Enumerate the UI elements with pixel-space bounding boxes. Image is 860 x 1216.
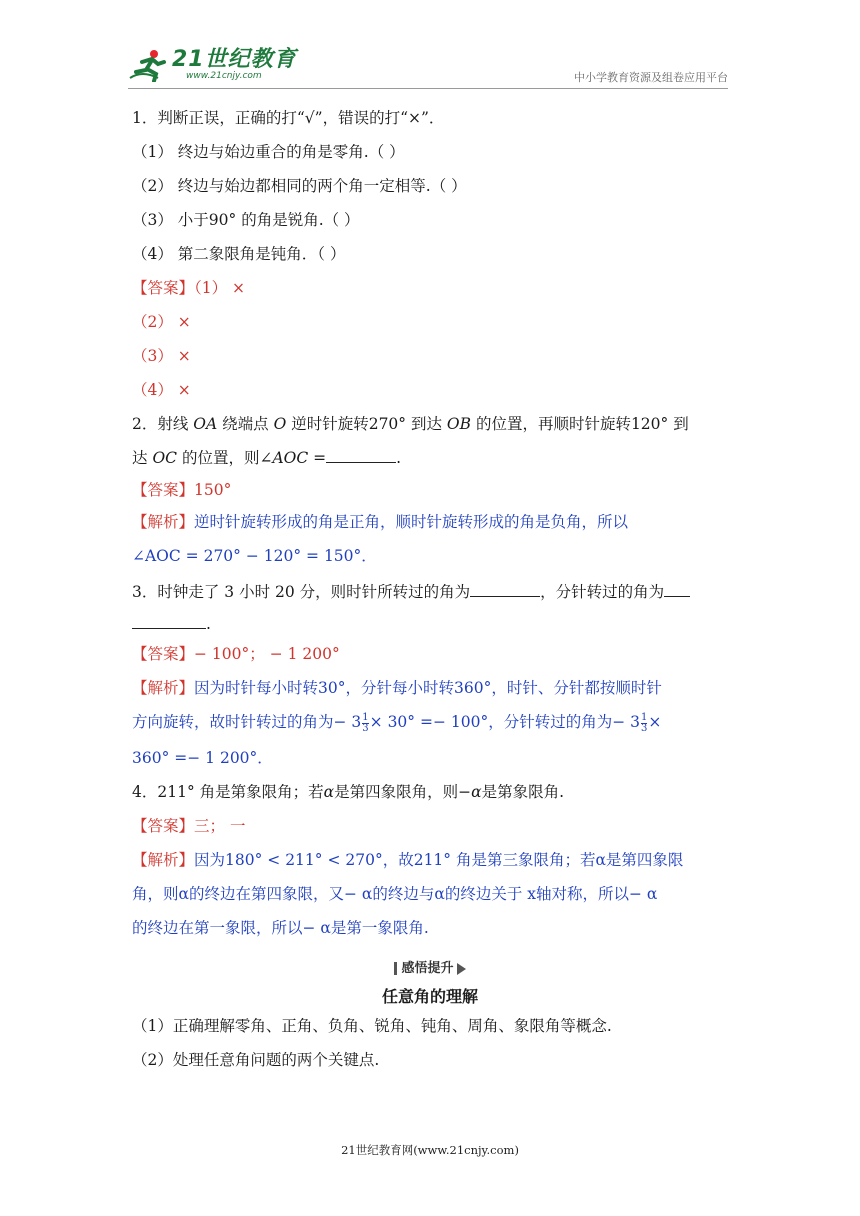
q4-stem bbox=[132, 782, 564, 802]
text: 是第象限角. bbox=[481, 783, 564, 801]
text: ，分针转过的角为 bbox=[540, 583, 665, 601]
header-divider bbox=[128, 88, 728, 89]
explanation-tag: 【解析】 bbox=[132, 679, 195, 697]
fraction-one-third bbox=[362, 713, 368, 734]
play-triangle-icon bbox=[457, 963, 466, 975]
q1-answer-4: （4） × bbox=[132, 381, 191, 399]
insight-point-2: （2）处理任意角问题的两个关键点. bbox=[132, 1051, 380, 1069]
explanation-tag: 【解析】 bbox=[132, 513, 195, 531]
site-logo bbox=[128, 48, 297, 82]
answer-tag: 【答案】 bbox=[132, 279, 195, 297]
text: 的位置，则∠ bbox=[177, 449, 273, 467]
q3-stem-line2 bbox=[132, 612, 211, 634]
text: 绕端点 bbox=[217, 415, 274, 433]
answer-tag: 【答案】 bbox=[132, 817, 195, 835]
q4-explanation-line2: 角，则α的终边在第四象限，又− α的终边与α的终边关于 x轴对称，所以− α bbox=[132, 885, 658, 903]
q3-explanation-line3: 360° =− 1 200°． bbox=[132, 749, 273, 767]
math-aoc: AOC bbox=[272, 449, 309, 467]
text: = bbox=[308, 449, 327, 467]
text: × bbox=[648, 713, 662, 731]
bar-icon bbox=[394, 962, 397, 975]
q2-answer bbox=[132, 480, 231, 500]
text: 4．211° 角是第象限角；若 bbox=[132, 783, 324, 801]
platform-tagline: 中小学教育资源及组卷应用平台 bbox=[574, 71, 728, 84]
text: 达 bbox=[132, 449, 153, 467]
q1-answer-3: （3） × bbox=[132, 347, 191, 365]
q2-stem-line2 bbox=[132, 446, 401, 468]
explanation-text: 因为180° < 211° < 270°，故211° 角是第三象限角；若α是第四象限 bbox=[194, 851, 684, 869]
numerator: 1 bbox=[640, 711, 648, 723]
q2-explanation-line2: ∠AOC = 270° − 120° = 150°． bbox=[132, 547, 377, 565]
math-alpha: α bbox=[323, 783, 335, 801]
q4-explanation-line3: 的终边在第一象限，所以− α是第一象限角. bbox=[132, 919, 429, 937]
answer-text: 150° bbox=[194, 481, 232, 499]
q1-stem: 1．判断正误，正确的打“√”，错误的打“×”． bbox=[132, 109, 445, 127]
text: 是第四象限角，则− bbox=[334, 783, 472, 801]
explanation-text: 因为时针每小时转30°，分针每小时转360°，时针、分针都按顺时针 bbox=[194, 679, 662, 697]
answer-blank bbox=[326, 446, 396, 463]
q3-answer bbox=[132, 644, 340, 664]
denominator: 3 bbox=[640, 722, 648, 734]
q4-answer bbox=[132, 816, 245, 836]
page-footer: 21世纪教育网(www.21cnjy.com) bbox=[341, 1143, 519, 1157]
math-alpha: α bbox=[471, 783, 482, 801]
answer-text: （1） × bbox=[194, 279, 246, 297]
q3-explanation-line1 bbox=[132, 678, 662, 698]
q3-stem-line1 bbox=[132, 580, 690, 602]
fraction-one-third bbox=[641, 713, 647, 734]
q1-item-4: （4） 第二象限角是钝角．（ ） bbox=[132, 245, 346, 263]
answer-tag: 【答案】 bbox=[132, 645, 195, 663]
math-ob: OB bbox=[446, 415, 472, 433]
text: 2．射线 bbox=[132, 415, 194, 433]
q2-explanation-line1 bbox=[132, 512, 628, 532]
denominator: 3 bbox=[362, 722, 369, 734]
answer-blank bbox=[664, 580, 690, 597]
text: 逆时针旋转270° 到达 bbox=[286, 415, 447, 433]
logo-url: www.21cnjy.com bbox=[186, 71, 262, 81]
q1-item-1: （1） 终边与始边重合的角是零角.（ ） bbox=[132, 143, 405, 161]
text: 方向旋转，故时针转过的角为− 3 bbox=[132, 713, 362, 731]
answer-tag: 【答案】 bbox=[132, 481, 195, 499]
q1-item-2: （2） 终边与始边都相同的两个角一定相等.（ ） bbox=[132, 177, 467, 195]
answer-text: 三； 一 bbox=[194, 817, 246, 835]
math-oc: OC bbox=[152, 449, 178, 467]
math-o: O bbox=[273, 415, 287, 433]
insight-point-1: （1）正确理解零角、正角、负角、锐角、钝角、周角、象限角等概念. bbox=[132, 1017, 612, 1035]
text: 3．时钟走了 3 小时 20 分，则时针所转过的角为 bbox=[132, 583, 471, 601]
answer-text: − 100°； − 1 200° bbox=[194, 645, 340, 663]
logo-title: 21世纪教育 bbox=[172, 47, 297, 72]
section-title: 任意角的理解 bbox=[381, 987, 478, 1006]
banner-label: 感悟提升 bbox=[401, 961, 454, 976]
q1-item-3: （3） 小于90° 的角是锐角.（ ） bbox=[132, 211, 360, 229]
math-oa: OA bbox=[193, 415, 218, 433]
runner-icon bbox=[128, 48, 168, 82]
text: × 30° =− 100°，分针转过的角为− 3 bbox=[369, 713, 640, 731]
explanation-text: 逆时针旋转形成的角是正角，顺时针旋转形成的角是负角，所以 bbox=[194, 513, 629, 531]
q4-explanation-line1 bbox=[132, 850, 683, 870]
insight-banner bbox=[0, 957, 860, 976]
explanation-tag: 【解析】 bbox=[132, 851, 195, 869]
text: . bbox=[206, 615, 211, 633]
answer-blank bbox=[470, 580, 540, 597]
q1-answer-2: （2） × bbox=[132, 313, 191, 331]
answer-blank-cont bbox=[132, 612, 206, 629]
q2-stem-line1 bbox=[132, 414, 689, 434]
text: . bbox=[396, 449, 402, 467]
q1-answer-1 bbox=[132, 278, 245, 298]
numerator: 1 bbox=[362, 711, 369, 723]
q3-explanation-line2 bbox=[132, 712, 661, 734]
text: 的位置，再顺时针旋转120° 到 bbox=[471, 415, 689, 433]
